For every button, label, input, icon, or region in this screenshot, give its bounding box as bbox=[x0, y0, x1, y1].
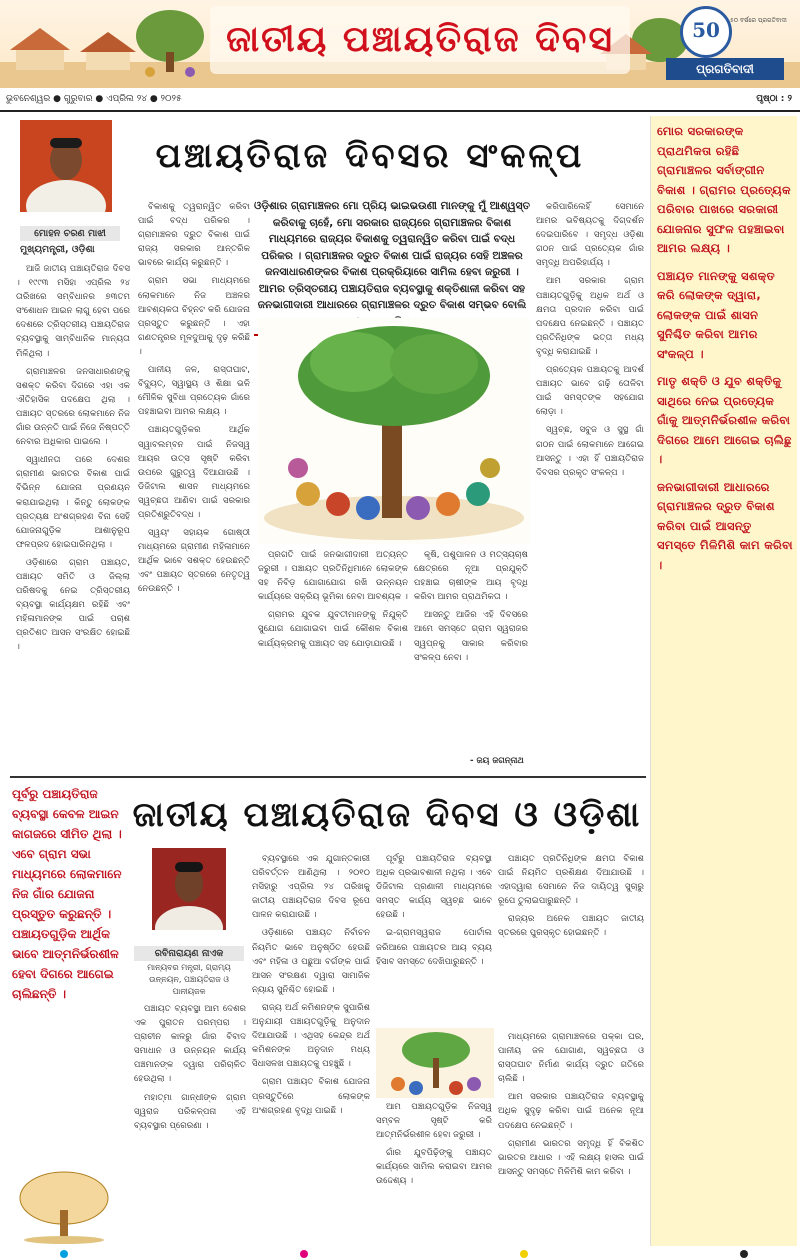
article-column bbox=[414, 548, 528, 770]
paragraph: ଗ୍ରାମ ପଞ୍ଚାୟତ ବିକାଶ ଯୋଜନା ପ୍ରସ୍ତୁତିରେ ଲୋକଙ୍କ ଅଂଶଗ୍ରହଣ ବୃଦ୍ଧି ପାଇଛି । bbox=[252, 1077, 370, 1116]
paragraph: ମାତୃ ଶକ୍ତି ଓ ଯୁବ ଶକ୍ତିକୁ ସାଥିରେ ନେଇ ପ୍ରତ୍ୟେକ ଗାଁକୁ ଆତ୍ମନିର୍ଭରଶୀଳ କରିବା ଦିଗରେ ଆମେ ଆଗେଇ ଚାଲିଛୁ । bbox=[657, 374, 792, 466]
paragraph: ପ୍ରତ୍ୟେକ ପଞ୍ଚାୟତକୁ ଆଦର୍ଶ ପଞ୍ଚାୟତ ଭାବେ ଗଢ଼ି ତୋଳିବା ପାଇଁ ସମସ୍ତଙ୍କ ସହଯୋଗ ଲୋଡ଼ା । bbox=[536, 365, 644, 418]
paragraph: ମୋର ସରକାରଙ୍କ ପ୍ରାଥମିକତା ରହିଛି ଗ୍ରାମାଞ୍ଚଳର ସର୍ବାଙ୍ଗୀନ ବିକାଶ । ଗ୍ରାମର ପ୍ରତ୍ୟେକ ପରିବାର ପାଖରେ ସରକାରୀ ଯୋଜନାର ସୁଫଳ ପହଞ୍ଚାଇବା ଆମର ଲକ୍ଷ୍ୟ । bbox=[657, 124, 791, 255]
brand-name: ପ୍ରଗତିବାଦୀ bbox=[666, 58, 784, 80]
logo-tagline: ୫୦ ବର୍ଷରେ ପ୍ରଗତିବାଦୀ bbox=[730, 17, 787, 24]
article-column bbox=[138, 200, 250, 770]
paragraph: ରାଜ୍ୟର ଅନେକ ପଞ୍ଚାୟତ ଜାତୀୟ ସ୍ତରରେ ପୁରସ୍କୃତ ହୋଇଛନ୍ତି । bbox=[498, 914, 644, 939]
article-column bbox=[536, 200, 644, 770]
paragraph: ବିକାଶକୁ ତ୍ୱରାନ୍ୱିତ କରିବା ପାଇଁ ବଦ୍ଧ ପରିକର । ଗ୍ରାମାଞ୍ଚଳର ଦ୍ରୁତ ବିକାଶ ପାଇଁ ରାଜ୍ୟ ସରକାର ଆନ୍ତରିକ ଭାବରେ କାର୍ଯ୍ୟ କରୁଛନ୍ତି । bbox=[138, 202, 250, 269]
paragraph: ପୂର୍ବରୁ ପଞ୍ଚାୟତିରାଜ ବ୍ୟବସ୍ଥା କେବଳ ଆଇନ କାଗଜରେ ସୀମିତ ଥିଲା । ଏବେ ଗ୍ରାମ ସଭା ମାଧ୍ୟମରେ ଲୋକମାନେ ନିଜ ଗାଁର ଯୋଜନା ପ୍ରସ୍ତୁତ କରୁଛନ୍ତି । ପଞ୍ଚାୟତଗୁଡ଼ିକ ଆର୍ଥିକ ଭାବେ ଆତ୍ମନିର୍ଭରଶୀଳ ହେବା ଦିଗରେ ଆଗେଇ ଚାଲିଛନ୍ତି । bbox=[12, 787, 122, 1001]
newspaper-logo bbox=[658, 6, 788, 84]
author-photo-minister bbox=[152, 848, 226, 930]
paragraph: ଆମ ସରକାର ଗ୍ରାମ ପଞ୍ଚାୟତଗୁଡ଼ିକୁ ଅଧିକ ଅର୍ଥ ଓ କ୍ଷମତା ପ୍ରଦାନ କରିବା ପାଇଁ ପଦକ୍ଷେପ ନେଇଛନ୍ତି । ପଞ୍ଚାୟତ ପ୍ରତିନିଧିଙ୍କ ଭତ୍ତା ମଧ୍ୟ ବୃଦ୍ଧି କରାଯାଇଛି । bbox=[536, 276, 644, 357]
article-headline: ଜାତୀୟ ପଞ୍ଚାୟତିରାଜ ଦିବସ ଓ ଓଡ଼ିଶା bbox=[132, 795, 642, 835]
paragraph: ଗାଁର ଯୁବପିଢ଼ିଙ୍କୁ ପଞ୍ଚାୟତ କାର୍ଯ୍ୟରେ ସାମିଲ କରାଇବା ଆମର ଉଦ୍ଦେଶ୍ୟ । bbox=[376, 1148, 492, 1187]
paragraph: ସ୍ୱଚ୍ଛ, ସବୁଜ ଓ ସୁସ୍ଥ ଗାଁ ଗଠନ ପାଇଁ ଲୋକମାନେ ଆଗେଇ ଆସନ୍ତୁ । ଏହା ହିଁ ପଞ୍ଚାୟତିରାଜ ଦିବସର ପ୍ରକୃତ ସଂକଳ୍ପ । bbox=[536, 425, 644, 478]
paragraph: ପାନୀୟ ଜଳ, ରାସ୍ତାଘାଟ, ବିଦ୍ୟୁତ୍, ସ୍ୱାସ୍ଥ୍ୟ ଓ ଶିକ୍ଷା ଭଳି ମୌଳିକ ସୁବିଧା ପ୍ରତ୍ୟେକ ଗାଁରେ ପହଞ୍ଚାଇବା ଆମର ଲକ୍ଷ୍ୟ । bbox=[138, 365, 250, 418]
banner bbox=[0, 0, 800, 88]
paragraph: ଗ୍ରାମୀଣ ଭାରତର ସମୃଦ୍ଧି ହିଁ ବିକଶିତ ଭାରତର ଆଧାର । ଏହି ଲକ୍ଷ୍ୟ ହାସଲ ପାଇଁ ଆସନ୍ତୁ ସମସ୍ତେ ମିଳିମିଶି କାମ କରିବା । bbox=[498, 1138, 644, 1177]
article-column bbox=[376, 852, 492, 1024]
registration-mark bbox=[60, 1250, 68, 1258]
paragraph: କରିପାରିଲେହିଁ ସେମାନେ ଆମର ଭବିଷ୍ୟତକୁ ଦିଗ୍‌ଦର୍ଶନ ଦେଇପାରିବେ । ସମୃଦ୍ଧ ଓଡ଼ିଶା ଗଠନ ପାଇଁ ପ୍ରତ୍ୟେକ ଗାଁର ସମୃଦ୍ଧି ଅପରିହାର୍ଯ୍ୟ । bbox=[536, 202, 644, 269]
article-column bbox=[16, 262, 130, 770]
paragraph: ଗ୍ରାମର ଯୁବକ ଯୁବତୀମାନଙ୍କୁ ନିଯୁକ୍ତି ସୁଯୋଗ ଯୋଗାଇବା ପାଇଁ କୌଶଳ ବିକାଶ କାର୍ଯ୍ୟକ୍ରମକୁ ପଞ୍ଚାୟତ ସହ ଯୋଡ଼ାଯାଉଛି । bbox=[258, 610, 408, 649]
highlight-text bbox=[12, 784, 124, 1004]
registration-mark bbox=[300, 1250, 308, 1258]
author-name: ମୋହନ ଚରଣ ମାଝୀ bbox=[20, 226, 120, 241]
author-name: ରବିନାରାୟଣ ନାଏକ bbox=[134, 946, 244, 961]
paragraph: ମହାତ୍ମା ଗାନ୍ଧୀଙ୍କ ଗ୍ରାମ ସ୍ୱରାଜ ପରିକଳ୍ପନା ଏହି ବ୍ୟବସ୍ଥାର ପ୍ରେରଣା । bbox=[134, 1092, 246, 1131]
pull-quote: ଓଡ଼ିଶାର ଗ୍ରାମାଞ୍ଚଳର ମୋ ପ୍ରିୟ ଭାଇଭଉଣୀ ମାନଙ୍କୁ ମୁଁ ଆଶ୍ୱସ୍ତ କରିବାକୁ ଚାହେଁ, ମୋ ସରକାର ରାଜ୍ୟରେ ଗ୍ରାମାଞ୍ଚଳର ବିକାଶ ମାଧ୍ୟମରେ ରାଜ୍ୟର ବିକାଶକୁ ତ୍ୱରାନ୍ୱିତ କରିବା ପାଇଁ ବଦ୍ଧ ପରିକର । ଗ୍ରାମାଞ୍ଚଳର ଦ୍ରୁତ ବିକାଶ ପାଇଁ ରାଜ୍ୟର ସେହି ଅଞ୍ଚଳର ଜନସାଧାରଣଙ୍କର ବିକାଶ ପ୍ରକ୍ରିୟାରେ ସାମିଲ ହେବା ଜରୁରୀ । ଆମର ତ୍ରିସ୍ତରୀୟ ପଞ୍ଚାୟତିରାଜ ବ୍ୟବସ୍ଥାକୁ ଶକ୍ତିଶାଳୀ କରିବା ସହ ଜନଭାଗୀଦାରୀ ଆଧାରରେ ଗ୍ରାମାଞ୍ଚଳର ଦ୍ରୁତ ବିକାଶ ସମ୍ଭବ ବୋଲି bbox=[254, 198, 530, 336]
author-role: ମାନ୍ୟବର ମନ୍ତ୍ରୀ, ଗ୍ରାମ୍ୟ ଉନ୍ନୟନ, ପଞ୍ଚାୟତିରାଜ ଓ ପାନୀୟଜଳ bbox=[147, 963, 231, 996]
paragraph: ଗ୍ରାମ ସଭା ମାଧ୍ୟମରେ ଲୋକମାନେ ନିଜ ଅଞ୍ଚଳର ଆବଶ୍ୟକତା ଚିହ୍ନଟ କରି ଯୋଜନା ପ୍ରସ୍ତୁତ କରୁଛନ୍ତି । ଏହା ଗଣତନ୍ତ୍ରର ମୂଳଦୁଆକୁ ଦୃଢ଼ କରିଛି । bbox=[138, 276, 250, 357]
page-number: ପୃଷ୍ଠା : ୨ bbox=[756, 94, 792, 104]
paragraph: ଇ-ଗ୍ରାମସ୍ୱରାଜ ପୋର୍ଟାଲ ଜରିଆରେ ପଞ୍ଚାୟତର ଆୟ ବ୍ୟୟ ହିସାବ ସମସ୍ତେ ଦେଖିପାରୁଛନ୍ତି । bbox=[376, 928, 492, 967]
article-column bbox=[498, 852, 644, 1024]
portrait-icon bbox=[152, 848, 226, 930]
paragraph: ପଞ୍ଚାୟତ ପ୍ରତିନିଧିଙ୍କ କ୍ଷମତା ବିକାଶ ପାଇଁ ନିୟମିତ ପ୍ରଶିକ୍ଷଣ ଦିଆଯାଉଛି । ଏହାଦ୍ୱାରା ସେମାନେ ନିଜ ଦାୟିତ୍ୱ ସୁଚାରୁ ରୂପେ ତୁଲାଇପାରୁଛନ୍ତି । bbox=[498, 854, 644, 907]
portrait-icon bbox=[20, 120, 112, 212]
village-gathering-illustration bbox=[376, 1028, 494, 1098]
paragraph: ପଞ୍ଚାୟତ ମାନଙ୍କୁ ସଶକ୍ତ କରି ଲୋକଙ୍କ ଦ୍ୱାରା, ଲୋକଙ୍କ ପାଇଁ ଶାସନ ସୁନିଶ୍ଚିତ କରିବା ଆମର ସଂକଳ୍ପ । bbox=[657, 268, 775, 361]
paragraph: ସ୍ୱୟଂ ସହାୟକ ଗୋଷ୍ଠୀ ମାଧ୍ୟମରେ ଗ୍ରାମୀଣ ମହିଳାମାନେ ଆର୍ଥିକ ଭାବେ ସଶକ୍ତ ହେଉଛନ୍ତି ଏବଂ ପଞ୍ଚାୟତ ସ୍ତରରେ ନେତୃତ୍ୱ ନେଉଛନ୍ତି । bbox=[138, 528, 250, 595]
article-column bbox=[252, 852, 370, 1242]
paragraph: ଆସନ୍ତୁ ଆଜିର ଏହି ଦିବସରେ ଆମେ ସମସ୍ତେ ଗ୍ରାମ ସ୍ୱରାଜର ସ୍ୱପ୍ନକୁ ସାକାର କରିବାର ସଂକଳ୍ପ ନେବା । bbox=[414, 610, 528, 663]
paragraph: ପ୍ରଗତି ପାଇଁ ଜନଭାଗୀଦାରୀ ଅତ୍ୟନ୍ତ ଜରୁରୀ । ପଞ୍ଚାୟତ ପ୍ରତିନିଧିମାନେ ଲୋକଙ୍କ ସହ ନିବିଡ଼ ଯୋଗାଯୋଗ ରଖି ଉନ୍ନୟନ କାର୍ଯ୍ୟରେ ସକ୍ରିୟ ଭୂମିକା ନେବା ଆବଶ୍ୟକ । bbox=[258, 550, 408, 603]
sidebar-quote-column bbox=[650, 116, 797, 1246]
paragraph: ପଞ୍ଚାୟତଗୁଡ଼ିକର ଆର୍ଥିକ ସ୍ୱାବଲମ୍ବନ ପାଇଁ ନିଜସ୍ୱ ଆୟର ଉତ୍ସ ସୃଷ୍ଟି କରିବା ଉପରେ ଗୁରୁତ୍ୱ ଦିଆଯାଉଛି । ଡିଜିଟାଲ ଶାସନ ମାଧ୍ୟମରେ ସ୍ୱଚ୍ଛତା ଆଣିବା ପାଇଁ ସରକାର ପ୍ରତିଶ୍ରୁତିବଦ୍ଧ । bbox=[138, 425, 250, 520]
dateline: ଭୁବନେଶ୍ୱର ● ଗୁରୁବାର ● ଏପ୍ରିଲ ୨୪ ● ୨୦୨୫ bbox=[6, 94, 182, 104]
registration-mark bbox=[740, 1250, 748, 1258]
author-photo-chief-minister bbox=[20, 120, 112, 212]
paragraph: ଓଡ଼ିଶାରେ ପଞ୍ଚାୟତ ନିର୍ବାଚନ ନିୟମିତ ଭାବେ ଅନୁଷ୍ଠିତ ହେଉଛି ଏବଂ ମହିଳା ଓ ପଛୁଆ ବର୍ଗଙ୍କ ପାଇଁ ଆସନ ସଂରକ୍ଷଣ ଦ୍ୱାରା ସାମାଜିକ ନ୍ୟାୟ ସୁନିଶ୍ଚିତ ହୋଇଛି । bbox=[252, 928, 370, 995]
article-headline: ପଞ୍ଚାୟତିରାଜ ଦିବସର ସଂକଳ୍ପ bbox=[155, 136, 585, 176]
paragraph: ରାଜ୍ୟ ଅର୍ଥ କମିଶନଙ୍କ ସୁପାରିଶ ଅନୁଯାୟୀ ପଞ୍ଚାୟତଗୁଡ଼ିକୁ ଅନୁଦାନ ଦିଆଯାଉଛି । ଏଥିସହ କେନ୍ଦ୍ର ଅର୍ଥ କମିଶନଙ୍କ ଅନୁଦାନ ମଧ୍ୟ ସିଧାସଳଖ ପଞ୍ଚାୟତକୁ ପହଞ୍ଚୁଛି । bbox=[252, 1002, 370, 1070]
paragraph: ଆମ ପଞ୍ଚାୟତଗୁଡ଼ିକ ନିଜସ୍ୱ ସମ୍ବଳ ସୃଷ୍ଟି କରି ଆତ୍ମନିର୍ଭରଶୀଳ ହେବା ଜରୁରୀ । bbox=[376, 1102, 492, 1141]
article-column bbox=[376, 1100, 492, 1242]
anniversary-number: 50 bbox=[692, 18, 720, 42]
article-column bbox=[498, 1030, 644, 1242]
paragraph: କୃଷି, ପଶୁପାଳନ ଓ ମତ୍ସ୍ୟଚାଷ କ୍ଷେତ୍ରରେ ନୂଆ ପ୍ରଯୁକ୍ତି ପହଞ୍ଚାଇ ଚାଷୀଙ୍କ ଆୟ ବୃଦ୍ଧି କରିବା ଆମର ପ୍ରାଥମିକତା । bbox=[414, 550, 528, 603]
article-column bbox=[258, 548, 408, 770]
paragraph: ବ୍ୟବସ୍ଥାରେ ଏକ ଯୁଗାନ୍ତକାରୀ ପରିବର୍ତ୍ତନ ଆଣିଥିଲା । ୨୦୧୦ ମସିହାରୁ ଏପ୍ରିଲ ୨୪ ତାରିଖକୁ ଜାତୀୟ ପଞ୍ଚାୟତିରାଜ ଦିବସ ରୂପେ ପାଳନ କରାଯାଉଛି । bbox=[252, 854, 370, 921]
paragraph: ଜନଭାଗୀଦାରୀ ଆଧାରରେ ଗ୍ରାମାଞ୍ଚଳର ଦ୍ରୁତ ବିକାଶ କରିବା ପାଇଁ ଆସନ୍ତୁ ସମସ୍ତେ ମିଳିମିଶି କାମ କରିବା । bbox=[657, 479, 793, 572]
paragraph: ଗ୍ରାମାଞ୍ଚଳର ଜନସାଧାରଣଙ୍କୁ ସଶକ୍ତ କରିବା ଦିଗରେ ଏହା ଏକ ଐତିହାସିକ ପଦକ୍ଷେପ ଥିଲା । ପଞ୍ଚାୟତ ସ୍ତରରେ ଲୋକମାନେ ନିଜ ଗାଁର ଉନ୍ନତି ପାଇଁ ନିଜେ ନିଷ୍ପତ୍ତି ନେବାର ଅଧିକାର ପାଇଲେ । bbox=[16, 366, 130, 448]
paragraph: ମାଧ୍ୟମରେ ଗ୍ରାମାଞ୍ଚଳରେ ପକ୍କା ଘର, ପାନୀୟ ଜଳ ଯୋଗାଣ, ସ୍ୱଚ୍ଛତା ଓ ରାସ୍ତାଘାଟ ନିର୍ମାଣ କାର୍ଯ୍ୟ ଦ୍ରୁତ ଗତିରେ ଚାଲିଛି । bbox=[498, 1032, 644, 1085]
article-column bbox=[134, 1002, 246, 1242]
anniversary-emblem bbox=[680, 6, 732, 58]
sidebar-quote-text bbox=[657, 122, 793, 583]
section-divider bbox=[10, 776, 646, 778]
tree-icon bbox=[14, 1168, 114, 1244]
paragraph: ପୂର୍ବରୁ ପଞ୍ଚାୟତିରାଜ ବ୍ୟବସ୍ଥା ଅଧିକ ପ୍ରଭାବଶାଳୀ ନଥିଲା । ଏବେ ଡିଜିଟାଲ ପ୍ରଣାଳୀ ମାଧ୍ୟମରେ ସମସ୍ତ କାର୍ଯ୍ୟ ସ୍ୱଚ୍ଛ ଭାବେ ହେଉଛି । bbox=[376, 854, 492, 921]
paragraph: ପଞ୍ଚାୟତ ବ୍ୟବସ୍ଥା ଆମ ଦେଶର ଏକ ପୁରାତନ ପରମ୍ପରା । ପ୍ରାଚୀନ କାଳରୁ ଗାଁର ବିବାଦ ସମାଧାନ ଓ ଉନ୍ନୟନ କାର୍ଯ୍ୟ ପଞ୍ଚମାନଙ୍କ ଦ୍ୱାରା ପରିଚାଳିତ ହେଉଥିଲା । bbox=[134, 1004, 246, 1085]
paragraph: ସ୍ୱାଧୀନତା ପରେ ଦେଶର ଗ୍ରାମୀଣ ଭାରତର ବିକାଶ ପାଇଁ ବିଭିନ୍ନ ଯୋଜନା ପ୍ରଣୟନ କରାଯାଇଥିଲା । କିନ୍ତୁ ଲୋକଙ୍କ ପ୍ରତ୍ୟକ୍ଷ ଅଂଶଗ୍ରହଣ ବିନା ସେହି ଯୋଜନାଗୁଡ଼ିକ ଆଶାନୁରୂପ ଫଳପ୍ରଦ ହୋଇପାରିନଥିଲା । bbox=[16, 455, 130, 550]
author-role: ମୁଖ୍ୟମନ୍ତ୍ରୀ, ଓଡ଼ିଶା bbox=[20, 244, 95, 255]
village-meeting-illustration bbox=[258, 318, 530, 544]
article2-side-text bbox=[12, 784, 124, 1004]
banner-title: ଜାତୀୟ ପଞ୍ଚାୟତିରାଜ ଦିବସ bbox=[210, 6, 630, 74]
paragraph: ଆଜି ଜାତୀୟ ପଞ୍ଚାୟତିରାଜ ଦିବସ । ୧୯୯୩ ମସିହା ଏପ୍ରିଲ ୨୪ ତାରିଖରେ ସମ୍ବିଧାନର ୭୩ତମ ସଂଶୋଧନ ଆଇନ ଲାଗୁ ହେବା ପରେ ଦେଶରେ ତ୍ରିସ୍ତରୀୟ ପଞ୍ଚାୟତିରାଜ ବ୍ୟବସ୍ଥାକୁ ସାମ୍ବିଧାନିକ ମାନ୍ୟତା ମିଳିଥିଲା । bbox=[16, 264, 130, 359]
registration-mark bbox=[520, 1250, 528, 1258]
paragraph: ଓଡ଼ିଶାରେ ଗ୍ରାମ ପଞ୍ଚାୟତ, ପଞ୍ଚାୟତ ସମିତି ଓ ଜିଲ୍ଲା ପରିଷଦକୁ ନେଇ ତ୍ରିସ୍ତରୀୟ ବ୍ୟବସ୍ଥା କାର୍ଯ୍ୟକ୍ଷମ ରହିଛି ଏବଂ ମହିଳାମାନଙ୍କ ପାଇଁ ପଚାଶ ପ୍ରତିଶତ ଆସନ ସଂରକ୍ଷିତ ହୋଇଛି । bbox=[16, 557, 130, 653]
paragraph: ଆମ ସରକାର ପଞ୍ଚାୟତିରାଜ ବ୍ୟବସ୍ଥାକୁ ଅଧିକ ସୁଦୃଢ଼ କରିବା ପାଇଁ ଅନେକ ନୂଆ ପଦକ୍ଷେପ ନେଇଛନ୍ତି । bbox=[498, 1092, 644, 1131]
date-strip bbox=[0, 92, 800, 112]
article-signoff: - ଜୟ ଜଗନ୍ନାଥ bbox=[470, 756, 524, 766]
